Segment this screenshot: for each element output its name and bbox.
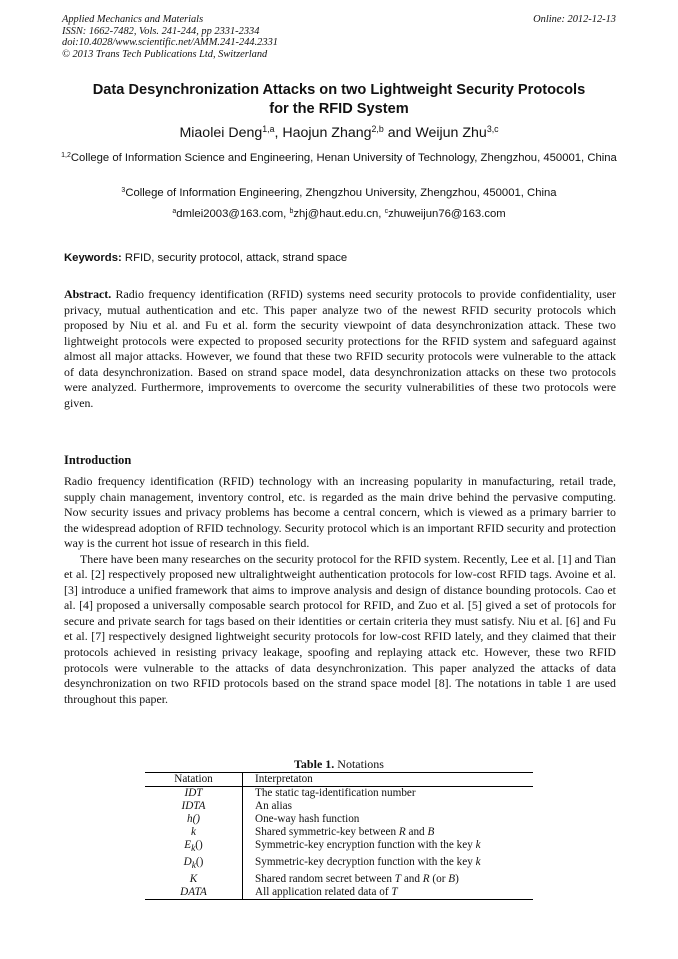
author-name: Miaolei Deng: [179, 125, 263, 141]
notation-description: An alias: [255, 799, 292, 812]
table-caption-label: Table 1.: [294, 757, 335, 771]
email-address: dmlei2003@163.com: [176, 208, 284, 220]
affiliation-text: College of Information Engineering, Zhengzhou University, Zhengzhou, 450001, China: [125, 187, 557, 199]
notation-description: Shared symmetric-key between R and B: [255, 825, 435, 838]
notation-symbol: IDTA: [145, 800, 243, 813]
affiliation-1: [50, 151, 628, 166]
paper-title: [40, 81, 638, 119]
author-marker: 2,b: [371, 124, 384, 135]
author-marker: 3,c: [486, 124, 499, 135]
notation-symbol: $D_k()$: [145, 856, 243, 873]
affiliation-2: [50, 186, 628, 201]
email-separator: ,: [283, 208, 290, 220]
title-line-1: Data Desynchronization Attacks on two Lightweight Security Protocols: [92, 82, 586, 98]
doi-line: doi:10.4028/www.scientific.net/AMM.241-244.2331: [62, 37, 278, 49]
table-header-row: [145, 773, 533, 787]
author-name: Haojun Zhang: [282, 125, 372, 141]
email-marker: c: [384, 208, 389, 216]
table-caption-text: Notations: [334, 757, 384, 771]
notation-symbol: IDT: [145, 786, 243, 799]
notations-table: [145, 772, 533, 900]
section-heading-introduction: Introduction: [64, 453, 132, 467]
abstract-label: Abstract.: [64, 287, 112, 301]
notation-symbol: $E_k()$: [145, 839, 243, 856]
table-row: [145, 839, 533, 856]
abstract: [64, 287, 616, 411]
journal-header: [62, 14, 616, 60]
author-list: [40, 124, 638, 142]
affiliation-text: College of Information Science and Engineering, Henan University of Technology, Zhengzhou, 450001, China: [70, 152, 617, 164]
issn-line: ISSN: 1662-7482, Vols. 241-244, pp 2331-2334: [62, 25, 260, 37]
email-address: zhuweijun76@163.com: [388, 208, 506, 220]
keywords: [64, 251, 616, 266]
notation-description: Symmetric-key encryption function with the key k: [255, 838, 481, 851]
author-separator: ,: [274, 125, 283, 141]
keywords-label: Keywords:: [64, 252, 122, 264]
table-row: [145, 826, 533, 839]
column-header-notation: Natation: [145, 773, 243, 787]
email-separator: ,: [378, 208, 385, 220]
email-marker: b: [289, 208, 294, 216]
notation-symbol: h(): [145, 813, 243, 826]
keywords-text: RFID, security protocol, attack, strand space: [121, 252, 348, 264]
notation-description: All application related data of T: [243, 886, 534, 899]
table-row: [145, 786, 533, 799]
notation-description: Symmetric-key decryption function with the key k: [255, 855, 481, 868]
email-address: zhj@haut.edu.cn: [293, 208, 379, 220]
table-row: [145, 813, 533, 826]
paragraph: Radio frequency identification (RFID) technology with an increasing popularity in manufacturing, retail trade, supply chain management, inventory control, etc. is regarded as the main drive behind the pervasive computing. Now security issues and privacy problems has become a central concern, which is viewed as a primary barrier to the widespread adoption of RFID technology. Security protocol which is an important RFID security and protection way is the current hot issue of research in this field.: [64, 474, 616, 551]
notation-description: One-way hash function: [255, 812, 360, 825]
author-separator: and: [383, 125, 416, 141]
table-caption: [145, 757, 533, 771]
notation-symbol: DATA: [145, 886, 243, 899]
table-row: [145, 800, 533, 813]
online-date: Online: 2012-12-13: [533, 14, 616, 25]
table-row: [145, 873, 533, 886]
column-header-interpretation: Interpretaton: [243, 773, 534, 787]
email-marker: a: [172, 208, 177, 216]
paragraph: There have been many researches on the security protocol for the RFID system. Recently, Lee et al. [1] and Tian et al. [2] respectively proposed new ultralightweight authentication protocols for low-cost RFID tags. Avoine et al. [3] introduce a unified framework that aims to improve analysis and design of distance bounding protocols. Cao et al. [4] proposed a universally composable search protocol for RFID, and Zuo et al. [5] gived a set of protocols for secure and private search for tags based on their identities or certain criteria they must satisfy. Niu et al. [6] and Fu et al. [7] respectively designed lightweight security protocols for low-cost RFID lately, and they claimed that their protocols achieved in resisting privacy leakage, spoofing and replaying attack etc. However, these two RFID protocols were vulnerable to the attacks of data desynchronization. This paper analyzed the attacks of data desynchronization on two RFID protocols based on the strand space model [8]. The notations in table 1 are used throughout this paper.: [64, 551, 616, 706]
notation-symbol: k: [145, 826, 243, 839]
copyright-line: © 2013 Trans Tech Publications Ltd, Switzerland: [62, 48, 268, 60]
table-row: [145, 886, 533, 899]
journal-name: Applied Mechanics and Materials: [62, 14, 204, 25]
notation-description: The static tag-identification number: [255, 786, 416, 799]
email-list: [40, 207, 638, 222]
affiliation-marker: 3: [121, 187, 126, 195]
notation-symbol: K: [145, 873, 243, 886]
author-marker: 1,a: [262, 124, 275, 135]
introduction-body: [64, 474, 616, 707]
table-row: [145, 856, 533, 873]
title-line-2: for the RFID System: [269, 101, 409, 117]
affiliation-marker: 1,2: [61, 152, 71, 160]
notation-description: Shared random secret between T and R (or B): [255, 872, 459, 885]
abstract-text: Radio frequency identification (RFID) systems need security protocols to provide confidentiality, user privacy, mutual authentication and etc. This paper analyze two of the newest RFID security protocols which proposed by Niu et al. and Fu et al. form the security viewpoint of data desynchronization attack. These two lightweight protocols were expected to proposed security protections for the RFID system and safeguard against almost all major attacks. However, we found that these two RFID security protocols were vulnerable to the attack of data desynchronization. Based on strand space model, data desynchronization attacks on these two protocols were analyzed. Furthermore, improvements to overcome the security vulnerabilities of these two protocols were given.: [64, 287, 616, 410]
author-name: Weijun Zhu: [415, 125, 487, 141]
